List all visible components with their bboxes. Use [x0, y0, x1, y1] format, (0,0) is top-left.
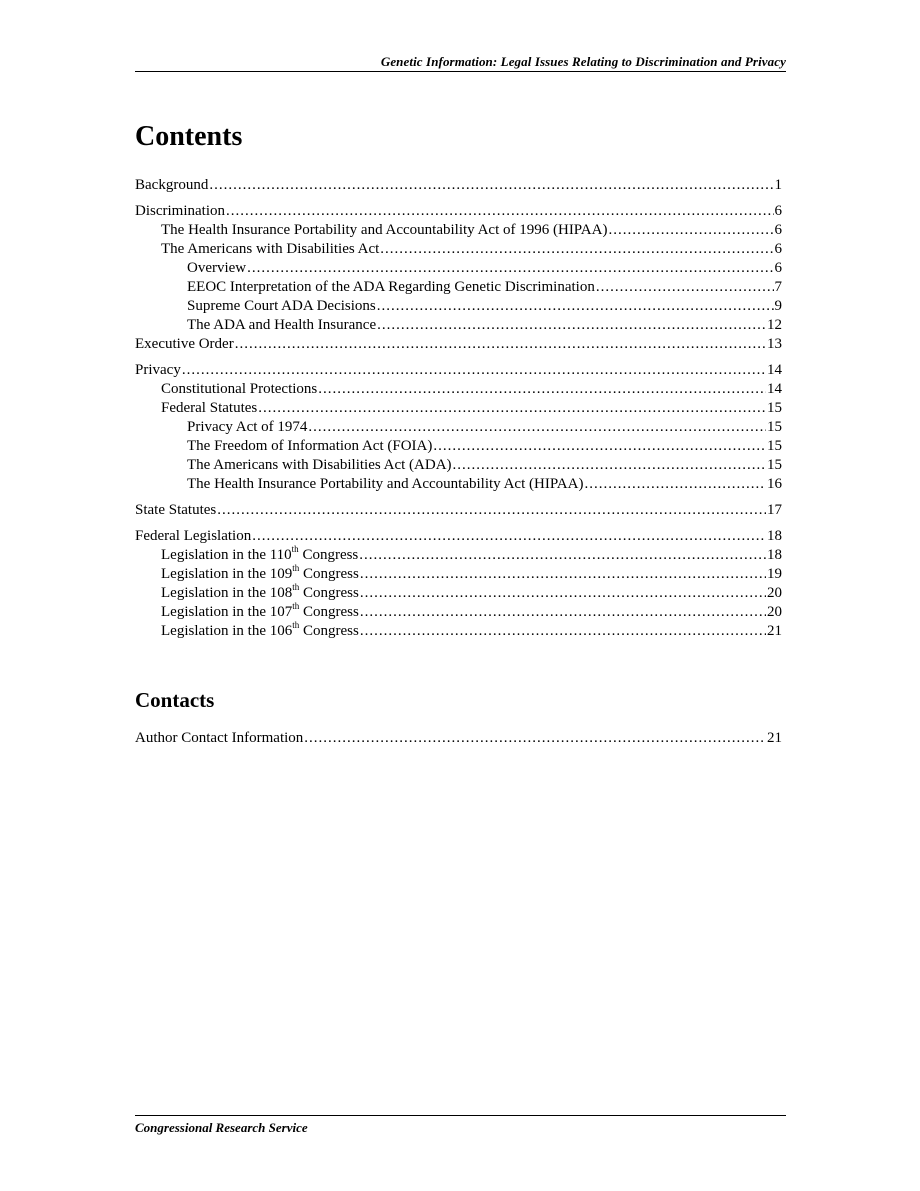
- dot-leader: [360, 565, 766, 584]
- title-text: Congress: [298, 547, 359, 563]
- toc-entry-discrimination[interactable]: [135, 202, 782, 221]
- toc-entry-state-statutes[interactable]: [135, 501, 782, 520]
- dot-leader: [360, 603, 766, 622]
- title-text: Legislation in the 107: [161, 604, 293, 620]
- toc-entry-foia[interactable]: [135, 437, 782, 456]
- ordinal-suffix: th: [292, 601, 300, 611]
- toc-entry-title: The Freedom of Information Act (FOIA): [187, 438, 433, 454]
- toc-entry-title: The Americans with Disabilities Act: [161, 241, 380, 257]
- dot-leader: [377, 297, 774, 316]
- toc-entry-executive-order[interactable]: [135, 335, 782, 354]
- toc-page-number: 14: [767, 362, 782, 378]
- title-text: Legislation in the 108: [161, 585, 293, 601]
- toc-entry-legislation-110[interactable]: [135, 546, 782, 565]
- header-rule: [135, 71, 786, 72]
- toc-page-number: 6: [774, 241, 782, 257]
- toc-page-number: 18: [767, 528, 782, 544]
- dot-leader: [433, 437, 766, 456]
- toc-entry-title: Discrimination: [135, 203, 225, 219]
- toc-page-number: 16: [767, 476, 782, 492]
- toc-entry-legislation-108[interactable]: [135, 584, 782, 603]
- ordinal-suffix: th: [292, 582, 300, 592]
- dot-leader: [608, 221, 773, 240]
- dot-leader: [380, 240, 773, 259]
- dot-leader: [209, 176, 773, 195]
- toc-page-number: 6: [774, 260, 782, 276]
- toc-page-number: 17: [767, 502, 782, 518]
- contents-heading: Contents: [135, 121, 243, 152]
- toc-entry-title: State Statutes: [135, 502, 217, 518]
- dot-leader: [252, 527, 766, 546]
- title-text: Congress: [299, 604, 359, 620]
- toc-page-number: 7: [774, 279, 782, 295]
- dot-leader: [360, 584, 766, 603]
- toc-page-number: 9: [774, 298, 782, 314]
- running-header: Genetic Information: Legal Issues Relating to Discrimination and Privacy: [380, 54, 786, 69]
- toc-entry-federal-statutes[interactable]: [135, 399, 782, 418]
- dot-leader: [453, 456, 766, 475]
- title-text: Legislation in the 109: [161, 566, 293, 582]
- toc-entry-legislation-109[interactable]: [135, 565, 782, 584]
- toc-page-number: 15: [767, 457, 782, 473]
- toc-entry-hipaa-privacy[interactable]: [135, 475, 782, 494]
- contacts-heading: Contacts: [135, 688, 215, 712]
- dot-leader: [318, 380, 766, 399]
- toc-entry-title: Constitutional Protections: [161, 381, 318, 397]
- toc-entry-legislation-107[interactable]: [135, 603, 782, 622]
- dot-leader: [360, 622, 766, 641]
- toc-entry-title: [161, 546, 358, 565]
- toc-entry-privacy-act-1974[interactable]: [135, 418, 782, 437]
- toc-page-number: 19: [767, 566, 782, 582]
- toc-page-number: 6: [774, 222, 782, 238]
- title-text: Legislation in the 110: [161, 547, 292, 563]
- toc-entry-background[interactable]: [135, 176, 782, 195]
- dot-leader: [377, 316, 766, 335]
- title-text: Congress: [299, 566, 359, 582]
- toc-entry-title: [161, 603, 359, 622]
- toc-entry-title: Federal Legislation: [135, 528, 252, 544]
- toc-entry-title: [161, 584, 359, 603]
- dot-leader: [217, 501, 766, 520]
- toc-page-number: 18: [767, 547, 782, 563]
- toc-entry-title: Background: [135, 177, 209, 193]
- toc-entry-title: Overview: [187, 260, 247, 276]
- toc-entry-title: Executive Order: [135, 336, 234, 352]
- toc-entry-supreme-court-decisions[interactable]: [135, 297, 782, 316]
- ordinal-suffix: th: [292, 563, 300, 573]
- dot-leader: [258, 399, 766, 418]
- toc-entry-title: Supreme Court ADA Decisions: [187, 298, 376, 314]
- toc-page-number: 15: [767, 419, 782, 435]
- toc-entry-ada-health-insurance[interactable]: [135, 316, 782, 335]
- toc-page-number: 14: [767, 381, 782, 397]
- toc-page-number: 21: [767, 730, 782, 746]
- toc-entry-title: Privacy: [135, 362, 181, 378]
- dot-leader: [308, 418, 766, 437]
- toc-page-number: 15: [767, 438, 782, 454]
- toc-page-number: 1: [774, 177, 782, 193]
- toc-entry-author-contact[interactable]: [135, 729, 782, 748]
- ordinal-suffix: th: [292, 620, 300, 630]
- toc-entry-overview[interactable]: [135, 259, 782, 278]
- toc-page-number: 21: [767, 623, 782, 639]
- toc-page-number: 20: [767, 585, 782, 601]
- toc-entry-federal-legislation[interactable]: [135, 527, 782, 546]
- toc-entry-title: [161, 565, 359, 584]
- toc-entry-title: The ADA and Health Insurance: [187, 317, 377, 333]
- toc-entry-constitutional-protections[interactable]: [135, 380, 782, 399]
- footer-rule: [135, 1115, 786, 1116]
- toc-entry-eeoc-interpretation[interactable]: [135, 278, 782, 297]
- table-of-contents: [135, 176, 782, 641]
- toc-page-number: 12: [767, 317, 782, 333]
- toc-entry-title: EEOC Interpretation of the ADA Regarding Genetic Discrimination: [187, 279, 595, 295]
- toc-entry-title: Federal Statutes: [161, 400, 258, 416]
- dot-leader: [247, 259, 773, 278]
- dot-leader: [226, 202, 774, 221]
- dot-leader: [359, 546, 766, 565]
- toc-page-number: 6: [774, 203, 782, 219]
- toc-entry-title: Author Contact Information: [135, 730, 304, 746]
- dot-leader: [596, 278, 774, 297]
- toc-entry-privacy[interactable]: [135, 361, 782, 380]
- toc-page-number: 15: [767, 400, 782, 416]
- title-text: Congress: [299, 585, 359, 601]
- toc-page-number: 13: [767, 336, 782, 352]
- running-footer: Congressional Research Service: [135, 1120, 308, 1135]
- dot-leader: [304, 729, 766, 748]
- toc-page-number: 20: [767, 604, 782, 620]
- toc-entry-hipaa-1996[interactable]: [135, 221, 782, 240]
- title-text: Legislation in the 106: [161, 623, 293, 639]
- toc-entry-title: The Health Insurance Portability and Accountability Act (HIPAA): [187, 476, 584, 492]
- ordinal-suffix: th: [291, 544, 299, 554]
- toc-entry-title: The Americans with Disabilities Act (ADA): [187, 457, 452, 473]
- toc-entry-title: Privacy Act of 1974: [187, 419, 308, 435]
- toc-entry-legislation-106[interactable]: [135, 622, 782, 641]
- toc-entry-ada[interactable]: [135, 240, 782, 259]
- toc-entry-title: [161, 622, 359, 641]
- toc-entry-ada-privacy[interactable]: [135, 456, 782, 475]
- dot-leader: [584, 475, 766, 494]
- title-text: Congress: [299, 623, 359, 639]
- toc-entry-title: The Health Insurance Portability and Accountability Act of 1996 (HIPAA): [161, 222, 608, 238]
- dot-leader: [235, 335, 766, 354]
- contacts-list: [135, 729, 782, 748]
- dot-leader: [182, 361, 766, 380]
